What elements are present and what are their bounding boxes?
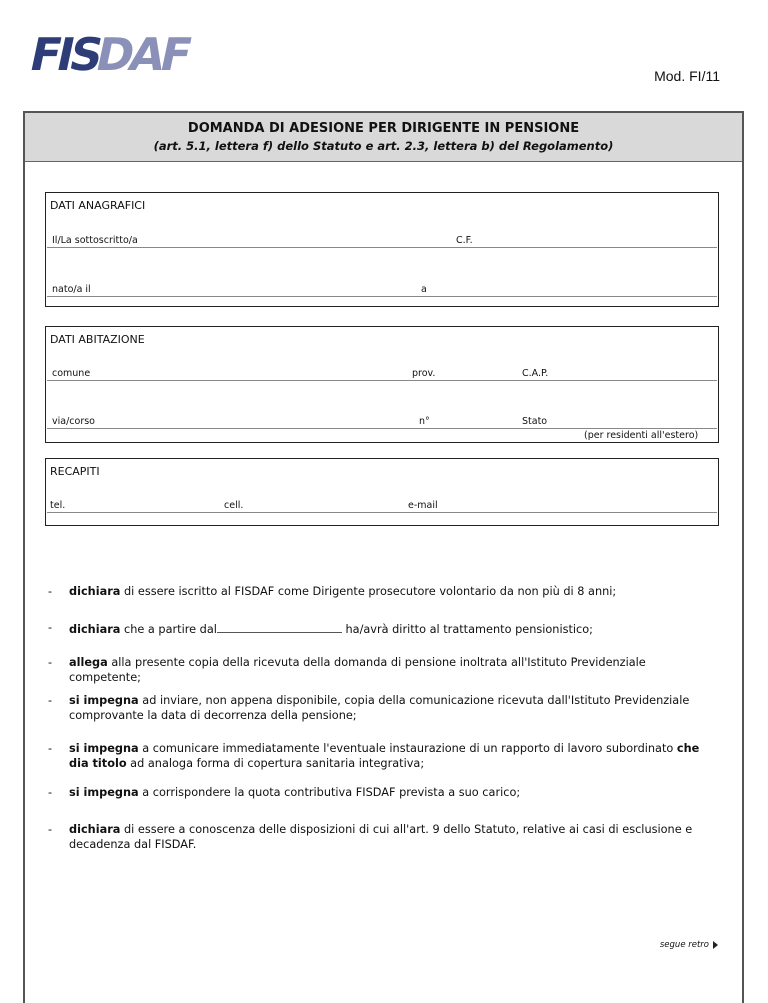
label-nato: nato/a il: [52, 284, 91, 295]
label-comune: comune: [52, 368, 91, 379]
label-luogo: a: [421, 284, 427, 295]
label-email: e-mail: [408, 500, 438, 511]
date-blank[interactable]: [217, 620, 342, 633]
label-cap: C.A.P.: [522, 368, 549, 379]
section-anagrafici: DATI ANAGRAFICI: [50, 199, 146, 212]
anagrafici-box: [45, 192, 719, 307]
page-title: DOMANDA DI ADESIONE PER DIRIGENTE IN PENSIONE: [187, 121, 580, 136]
label-stato: Stato: [522, 416, 548, 427]
svg-text:DAF: DAF: [91, 28, 194, 81]
page-subtitle: (art. 5.1, lettera f) dello Statuto e art. 2.3, lettera b) del Regolamento): [153, 139, 614, 153]
label-residenti-estero: (per residenti all'estero): [584, 430, 699, 441]
section-abitazione: DATI ABITAZIONE: [50, 333, 145, 346]
arrow-right-icon: [713, 941, 718, 949]
svg-text:FIS: FIS: [25, 28, 105, 81]
label-cf: C.F.: [456, 235, 473, 246]
label-sottoscritto: Il/La sottoscritto/a: [52, 235, 138, 246]
segue-retro: segue retro: [660, 940, 718, 950]
form-header: [25, 113, 742, 162]
model-code: Mod. FI/11: [654, 68, 720, 84]
recapiti-box: [45, 458, 719, 526]
label-cell: cell.: [224, 500, 244, 511]
label-tel: tel.: [50, 500, 66, 511]
fisdaf-logo: [24, 28, 194, 81]
label-numero: n°: [419, 416, 430, 427]
section-recapiti: RECAPITI: [50, 465, 100, 478]
label-via: via/corso: [52, 416, 95, 427]
label-prov: prov.: [412, 368, 436, 379]
abitazione-box: [45, 326, 719, 443]
